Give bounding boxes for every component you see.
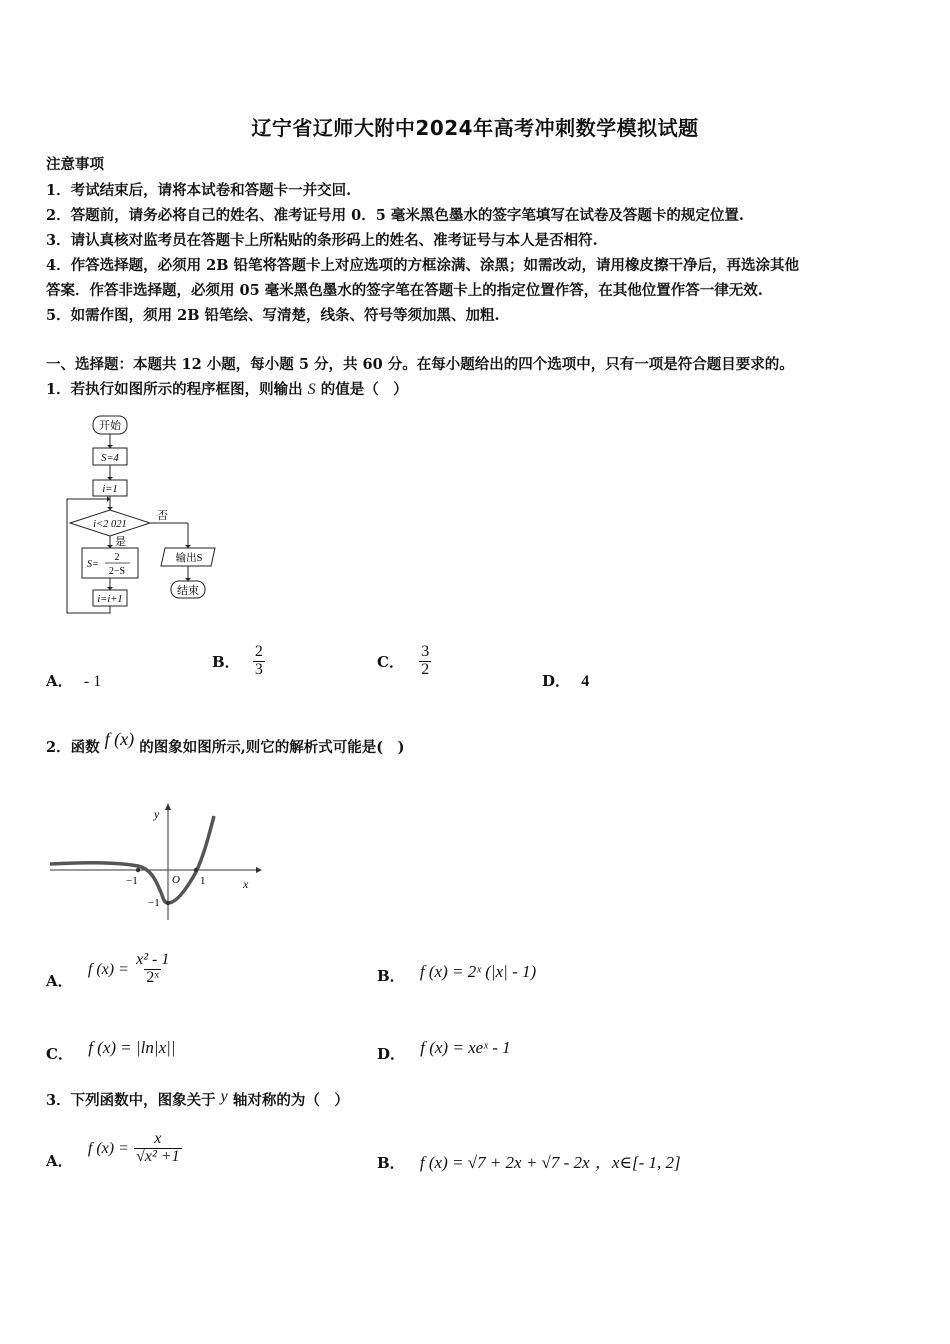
option-d-label: D． [542, 672, 571, 690]
flow-incr-label: i=i+1 [97, 594, 123, 605]
q3-option-b[interactable] [377, 1148, 681, 1173]
function-curve [50, 816, 214, 903]
flow-start-label: 开始 [99, 420, 121, 432]
q2-option-b-label: B． [377, 967, 405, 985]
question-1-prefix: 1．若执行如图所示的程序框图，则输出 [46, 381, 303, 398]
q2-option-d-label: D． [377, 1045, 406, 1063]
notice-item: 2．答题前，请务必将自己的姓名、准考证号用 0．5 毫米黑色墨水的签字笔填写在试卷及答题卡的规定位置. [46, 207, 744, 224]
flow-s-init-label: S=4 [101, 453, 119, 464]
q3-option-a-label: A． [46, 1152, 73, 1170]
option-c-denominator: 2 [421, 660, 430, 678]
notice-heading: 注意事项 [46, 156, 104, 173]
q2-option-b[interactable] [377, 962, 537, 986]
q2-option-a-lhs: f (x) = [87, 960, 129, 978]
question-3-prefix: 3．下列函数中，图象关于 [46, 1092, 216, 1109]
q2-option-a[interactable] [46, 948, 171, 991]
option-c-numerator: 3 [421, 643, 430, 660]
flow-assign-lhs: S= [87, 559, 99, 570]
q3-option-a-denominator: √x² +1 [136, 1148, 180, 1165]
option-a-value: - 1 [83, 673, 102, 690]
option-c-label: C． [377, 652, 404, 671]
option-d[interactable] [542, 670, 589, 691]
q2-option-a-label: A． [46, 972, 73, 990]
q2-option-d-expr: f (x) = xeˣ - 1 [420, 1038, 511, 1057]
flow-no-label: 否 [157, 510, 168, 522]
option-b-denominator: 3 [254, 660, 263, 678]
flow-output-label: 输出S [175, 553, 203, 564]
q2-option-a-denominator: 2ˣ [146, 969, 160, 986]
question-1-stem [46, 378, 408, 399]
q2-option-b-expr: f (x) = 2ˣ (|x| - 1) [419, 962, 537, 981]
graph-neg1x-label: −1 [126, 875, 138, 887]
q3-option-a[interactable] [46, 1126, 182, 1171]
q2-option-c-label: C． [46, 1045, 73, 1063]
q2-option-c[interactable] [46, 1037, 176, 1063]
flow-condition-label: i<2 021 [93, 519, 127, 530]
graph-origin-label: O [172, 874, 180, 886]
page-title: 辽宁省辽师大附中2024年高考冲刺数学模拟试题 [251, 116, 699, 140]
graph-pos1x-label: 1 [200, 875, 206, 887]
option-b[interactable] [212, 644, 265, 679]
flow-i-init-label: i=1 [102, 484, 118, 495]
graph-x-label: x [243, 877, 249, 891]
q3-option-b-domain: ，x∈[- 1, 2] [594, 1153, 681, 1172]
question-1-suffix: 的值是（ ） [320, 381, 408, 398]
option-b-label: B． [212, 652, 240, 671]
graph-neg1y-label: −1 [148, 897, 160, 909]
q3-option-a-lhs: f (x) = [87, 1139, 129, 1157]
q3-option-b-label: B． [377, 1154, 405, 1172]
flow-assign-den: 2−S [108, 566, 126, 577]
flow-yes-label: 是 [115, 536, 126, 548]
q3-option-a-numerator: x [154, 1130, 162, 1148]
function-graph [46, 800, 266, 925]
flow-assign-num: 2 [114, 552, 120, 563]
notice-item: 3．请认真核对监考员在答题卡上所粘贴的条形码上的姓名、准考证号与本人是否相符. [46, 232, 598, 249]
question-2-stem [46, 729, 405, 757]
notice-item: 4．作答选择题，必须用 2B 铅笔将答题卡上对应选项的方框涂满、涂黑；如需改动，请用橡皮擦干净后，再选涂其他 [46, 257, 800, 274]
question-3-stem [46, 1089, 349, 1110]
q2-option-c-expr: f (x) = |ln|x|| [88, 1038, 176, 1057]
question-3-suffix: 轴对称的为（ ） [232, 1092, 349, 1109]
option-d-value: 4 [581, 673, 590, 690]
notice-item: 5．如需作图，须用 2B 铅笔绘、写清楚，线条、符号等须加黑、加粗. [46, 307, 500, 324]
q2-option-d[interactable] [377, 1037, 511, 1063]
question-2-suffix: 的图象如图所示,则它的解析式可能是( ) [139, 739, 405, 756]
flowchart [55, 410, 235, 620]
q2-option-a-numerator: x² - 1 [136, 951, 170, 969]
question-1-var: S [307, 381, 316, 398]
question-2-fx: f (x) [104, 729, 135, 749]
flow-end-label: 结束 [177, 585, 199, 597]
option-a-label: A． [46, 672, 73, 690]
option-a[interactable] [46, 670, 101, 691]
question-3-var: y [220, 1088, 228, 1105]
option-b-numerator: 2 [254, 643, 263, 660]
graph-y-label: y [154, 807, 160, 821]
question-2-prefix: 2．函数 [46, 739, 100, 756]
notice-item: 1．考试结束后，请将本试卷和答题卡一并交回. [46, 182, 352, 199]
notice-item: 答案．作答非选择题，必须用 05 毫米黑色墨水的签字笔在答题卡上的指定位置作答，在其他位置作答一律无效. [46, 282, 763, 299]
option-c[interactable] [377, 644, 431, 679]
q3-option-b-expr: f (x) = √7 + 2x + √7 - 2x [419, 1153, 590, 1172]
section-heading: 一、选择题：本题共 12 小题，每小题 5 分，共 60 分。在每小题给出的四个选项中，只有一项是符合题目要求的。 [46, 356, 794, 373]
